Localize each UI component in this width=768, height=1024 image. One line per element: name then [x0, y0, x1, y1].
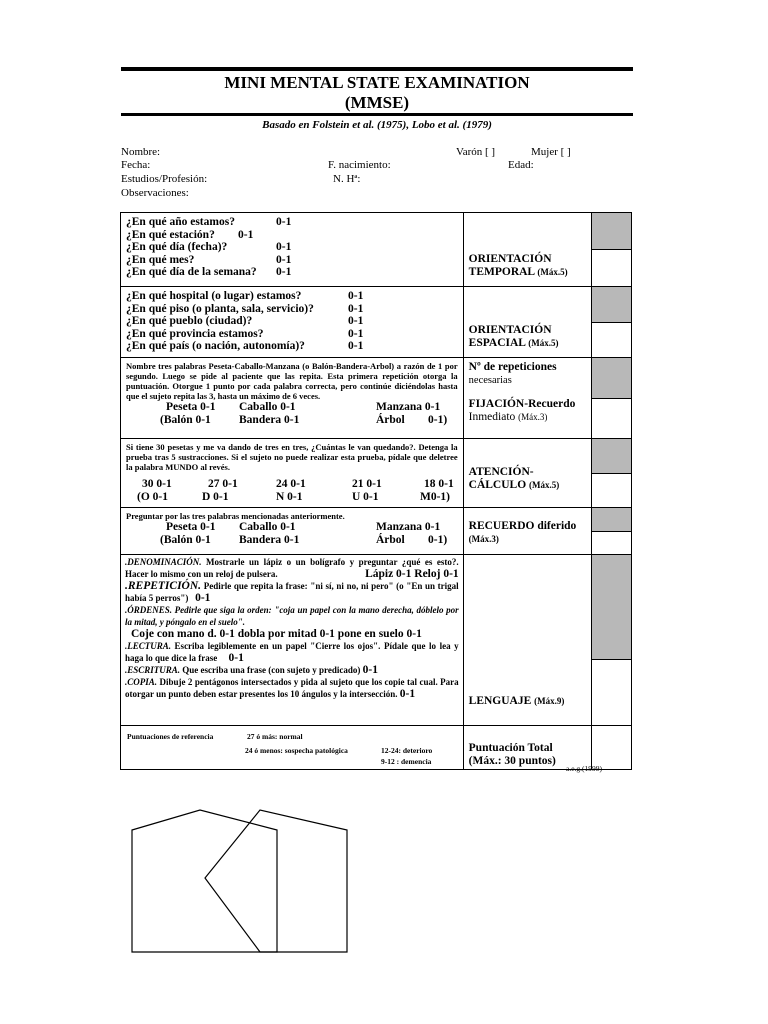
f-nacimiento-label: F. nacimiento:: [328, 159, 391, 171]
observaciones-label: Observaciones:: [121, 187, 189, 199]
section-lenguaje: [121, 555, 632, 726]
nombre-label: Nombre:: [121, 146, 161, 158]
label-fijacion: FIJACIÓN-Recuerdo Inmediato (Máx.3): [468, 398, 576, 423]
label-atencion: ATENCIÓN- CÁLCULO (Máx.5): [468, 466, 560, 491]
score-box-shaded: [592, 439, 631, 474]
fecha-label: Fecha:: [121, 159, 151, 171]
section-recuerdo: [121, 508, 632, 555]
pentagon-right: [205, 810, 347, 952]
atencion-instruction: Si tiene 30 pesetas y me va dando de tres en tres, ¿Cuántas le van quedando?. Detenga la prueba tras 5 sustracciones. Si el sujeto no puede realizar esta prueba, pídale que deletree la palabra MUNDO al revés.: [126, 442, 458, 472]
label-repeticiones: Nº de repeticiones necesarias: [468, 361, 557, 386]
top-rule: [121, 67, 633, 71]
ref-deterioro: 12-24: deterioro: [381, 746, 433, 755]
atencion-row2: (O 0-1 D 0-1 N 0-1 U 0-1 M0-1): [137, 491, 451, 503]
score-box[interactable]: [592, 323, 631, 358]
intersecting-pentagons-figure: [125, 800, 360, 960]
question-row: ¿En qué país (o nación, autonomía)? 0-1: [126, 340, 364, 352]
score-box-shaded: [592, 213, 631, 250]
question-row: ¿En qué año estamos? 0-1: [126, 216, 292, 228]
ordenes-item: .ÓRDENES. Pedirle que siga la orden: "coja un papel con la mano derecha, dóblelo por la mitad, y póngalo en el suelo".: [125, 605, 459, 627]
label-total: Puntuación Total (Máx.: 30 puntos): [468, 742, 556, 767]
score-box-shaded: [592, 287, 631, 323]
title-line2: (MMSE): [344, 93, 410, 112]
question-row: ¿En qué hospital (o lugar) estamos? 0-1: [126, 290, 364, 302]
recuerdo-words-row2: (Balón 0-1 Bandera 0-1 Árbol 0-1): [160, 534, 448, 546]
question-row: ¿En qué día (fecha)? 0-1: [126, 241, 292, 253]
mujer-checkbox[interactable]: Mujer [ ]: [531, 146, 571, 158]
estudios-label: Estudios/Profesión:: [121, 173, 208, 185]
fijacion-words-row1: Peseta 0-1 Caballo 0-1 Manzana 0-1: [166, 401, 441, 413]
question-row: ¿En qué piso (o planta, sala, servicio)? 0-1: [126, 302, 364, 315]
atencion-row1: 30 0-1 27 0-1 24 0-1 21 0-1 18 0-1: [142, 478, 454, 490]
score-box-total[interactable]: [591, 726, 631, 770]
ref-label: Puntuaciones de referencia: [127, 732, 214, 741]
score-box[interactable]: [592, 532, 631, 555]
section-espacial: [121, 287, 632, 358]
varon-checkbox[interactable]: Varón [ ]: [456, 146, 496, 158]
question-row: ¿En qué provincia estamos? 0-1: [126, 327, 364, 340]
footer-credit: a.e.g.(1999): [566, 764, 603, 773]
label-orientacion-temporal: ORIENTACIÓN TEMPORAL (Máx.5): [468, 253, 568, 278]
lectura-item: .LECTURA. Escriba legiblemente en un papel "Cierre los ojos". Pídale que lo lea y haga lo que dice la frase 0-1: [125, 641, 459, 664]
score-box[interactable]: [592, 660, 631, 725]
label-orientacion-espacial: ORIENTACIÓN ESPACIAL (Máx.5): [468, 324, 559, 349]
nh-label: N. Hª:: [333, 173, 361, 185]
ref-sospecha: 24 ó menos: sospecha patológica: [245, 746, 348, 755]
score-box-shaded: [592, 358, 631, 399]
score-box-shaded: [592, 555, 631, 660]
edad-label: Edad:: [508, 159, 534, 171]
fijacion-instruction: Nombre tres palabras Peseta-Caballo-Manzana (o Balón-Bandera-Arbol) a razón de 1 por segundo. Luego se pide al paciente que las repita. Esta primera repetición otorga la puntuación. Otorgue 1 punto por cada palabra correcta, pero continúe diciéndolas hasta que el sujeto repita las 3, hasta un máximo de 6 veces.: [126, 361, 458, 401]
ref-normal: 27 ó más: normal: [247, 732, 303, 741]
ordenes-score: Coje con mano d. 0-1 dobla por mitad 0-1 pone en suelo 0-1: [131, 628, 422, 640]
escritura-item: .ESCRITURA. Que escriba una frase (con sujeto y predicado) 0-1: [125, 664, 378, 676]
score-box-shaded: [592, 508, 631, 532]
question-row: ¿En qué pueblo (ciudad)? 0-1: [126, 315, 364, 327]
score-box[interactable]: [592, 399, 631, 439]
label-recuerdo: RECUERDO diferido (Máx.3): [468, 520, 577, 544]
section-fijacion: [121, 358, 632, 439]
score-box[interactable]: [592, 250, 631, 286]
section-temporal: [121, 213, 632, 287]
mmse-table: [120, 212, 632, 770]
copia-item: .COPIA. Dibuje 2 pentágonos intersectados y pida al sujeto que los copie tal cual. Para otorgar un punto deben estar presentes los 10 ángulos y la intersección. 0-1: [125, 677, 459, 700]
question-row: ¿En qué estación? 0-1: [126, 228, 254, 241]
ref-demencia: 9-12 : demencia: [381, 757, 432, 766]
recuerdo-instruction: Preguntar por las tres palabras mencionadas anteriormente.: [126, 511, 345, 521]
repeticion-item: .REPETICIÓN. Pedirle que repita la frase: "ni sí, ni no, ni pero" (o "En un trigal había 5 perros") 0-1: [125, 580, 459, 604]
section-total: [121, 726, 632, 770]
section-atencion: [121, 439, 632, 508]
score-box[interactable]: [592, 474, 631, 508]
subtitle: Basado en Folstein et al. (1975), Lobo et al. (1979): [262, 119, 492, 131]
title-line1: MINI MENTAL STATE EXAMINATION: [224, 73, 530, 92]
pentagon-left: [132, 810, 277, 952]
question-row: ¿En qué día de la semana? 0-1: [126, 266, 292, 278]
denominacion-item: .DENOMINACIÓN. Mostrarle un lápiz o un bolígrafo y preguntar ¿qué es esto?. Hacer lo mismo con un reloj de pulsera. Lápiz 0-1 Reloj 0-1: [125, 557, 459, 580]
question-row: ¿En qué mes? 0-1: [126, 253, 292, 266]
label-lenguaje: LENGUAJE (Máx.9): [468, 695, 565, 707]
mid-rule: [121, 113, 633, 116]
recuerdo-words-row1: Peseta 0-1 Caballo 0-1 Manzana 0-1: [166, 521, 441, 533]
fijacion-words-row2: (Balón 0-1 Bandera 0-1 Árbol 0-1): [160, 414, 448, 426]
